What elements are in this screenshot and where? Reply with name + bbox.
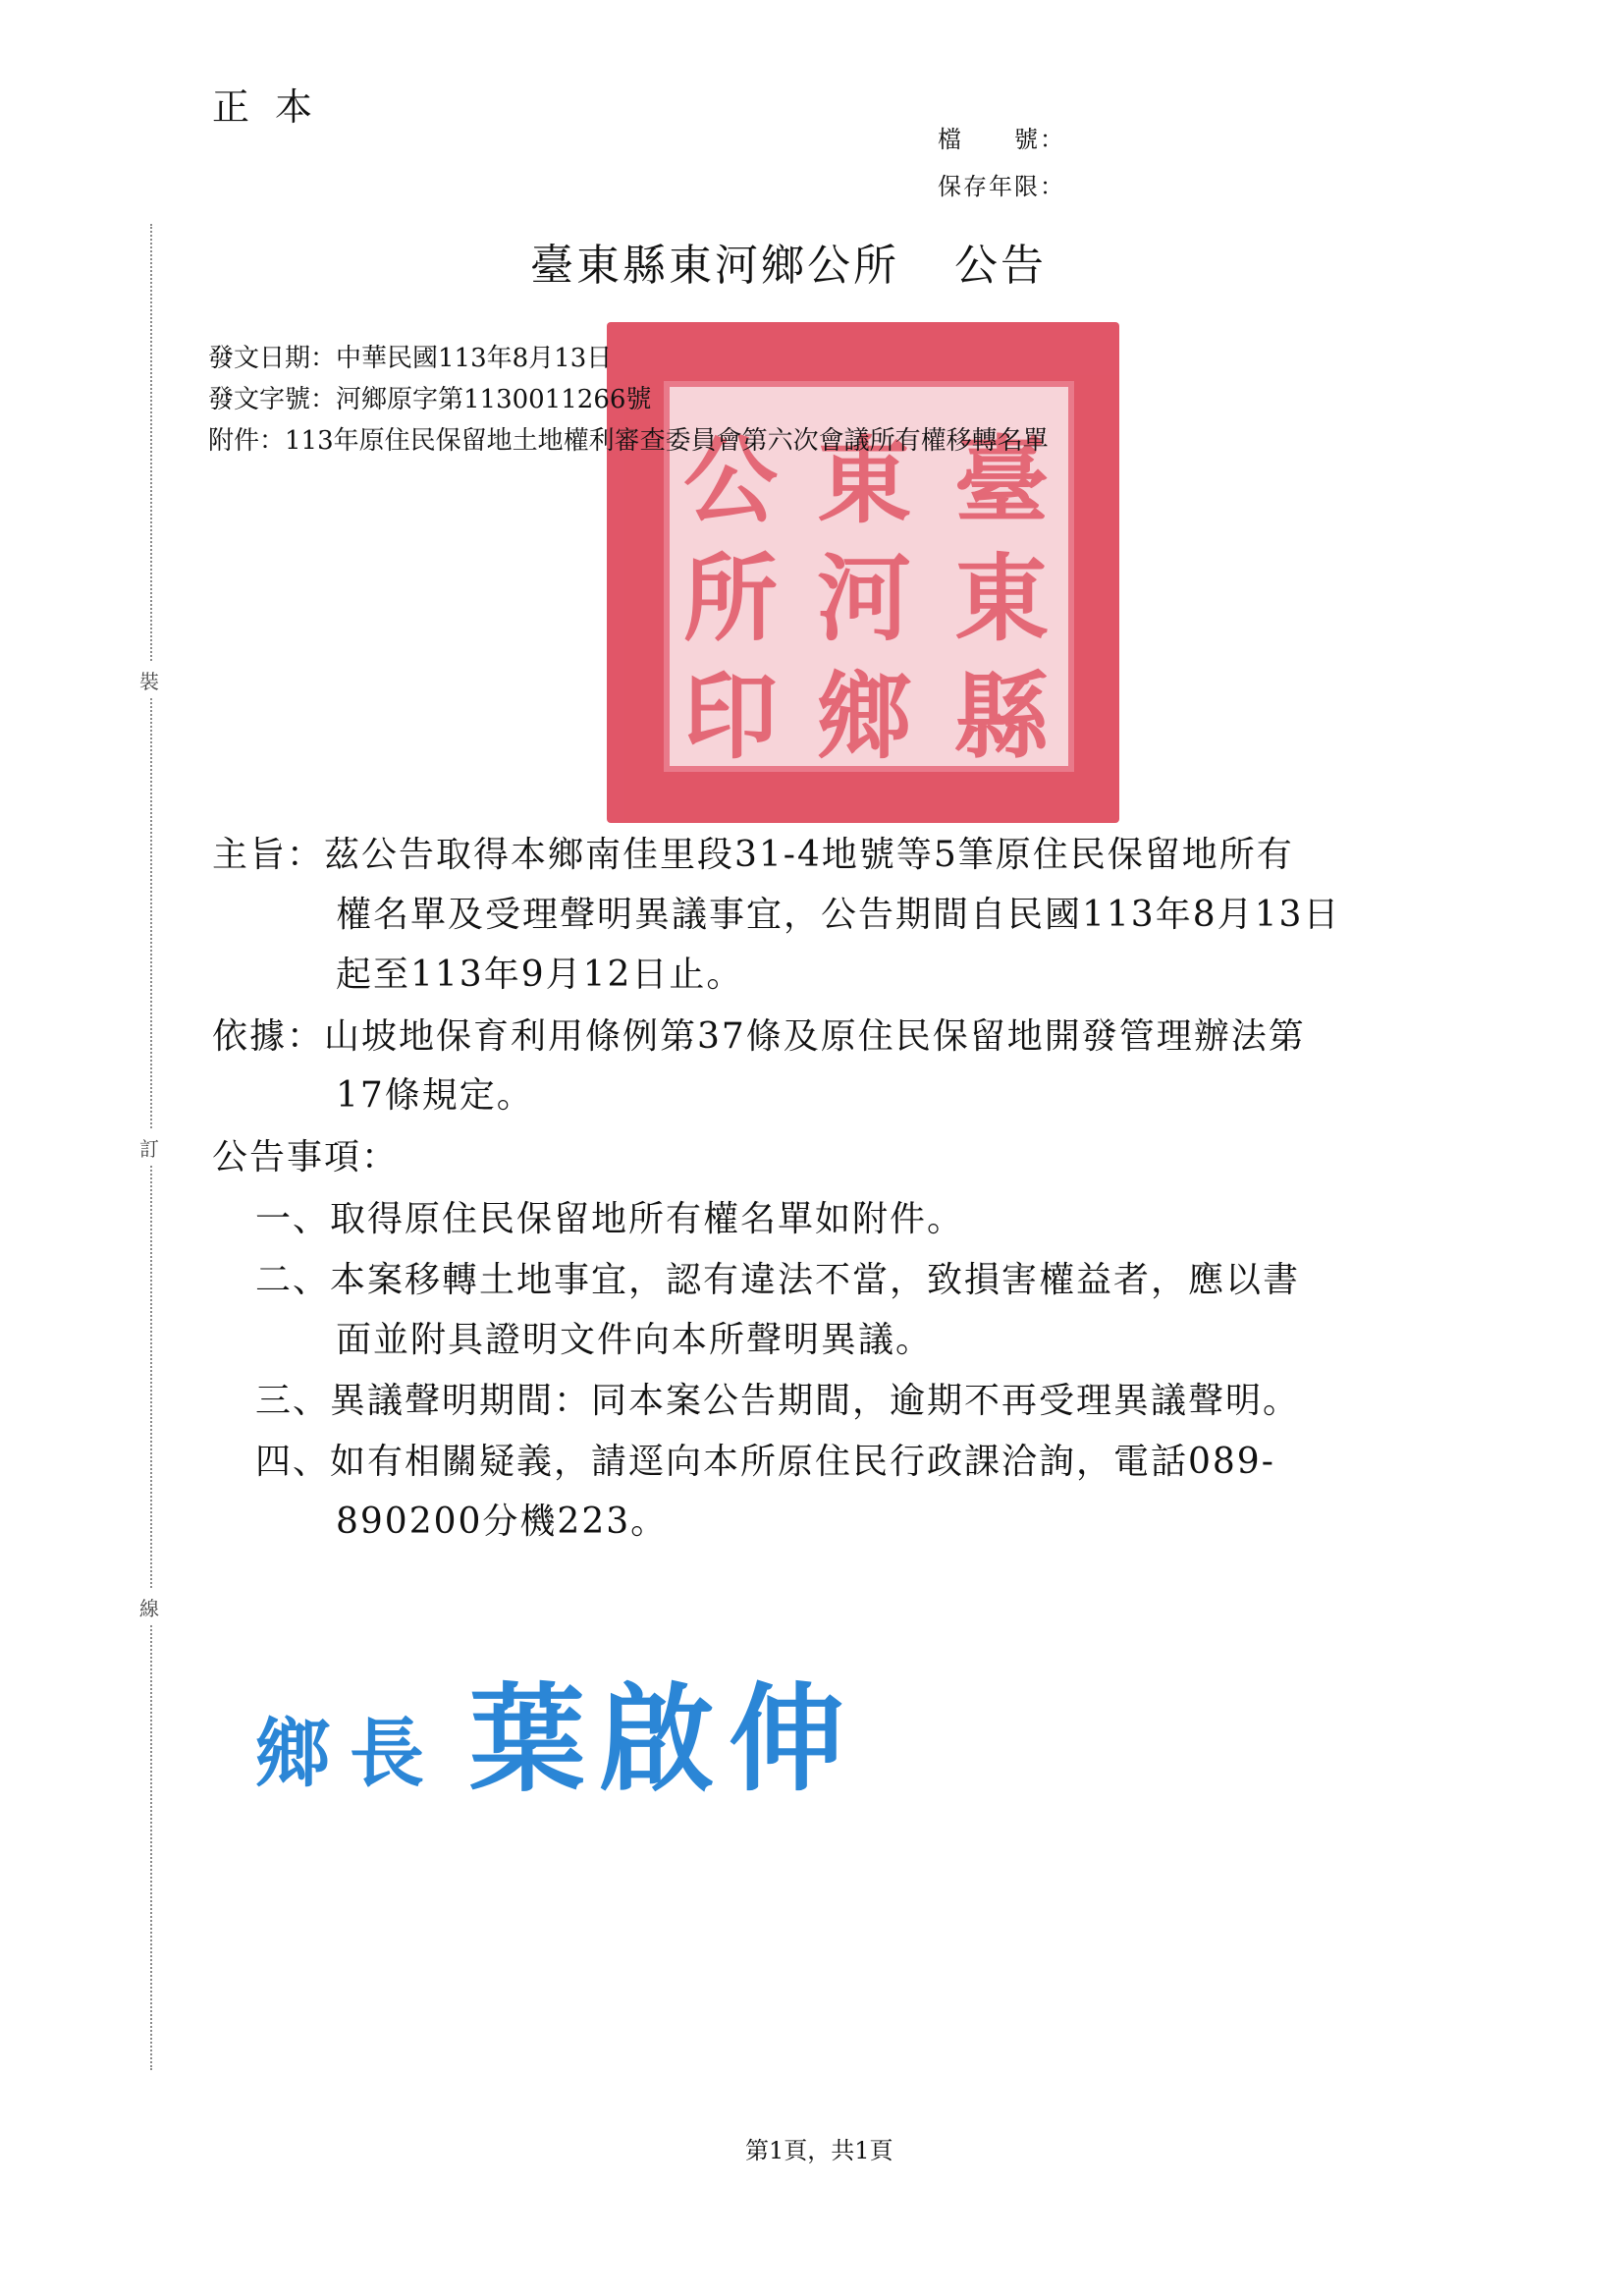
notice-item-3: 三、異議聲明期間：同本案公告期間，逾期不再受理異議聲明。 [255,1381,1301,1421]
seal-glyph: 公 [683,425,778,536]
document-kind: 公告 [954,241,1047,291]
notice-item-4-line-1: 四、如有相關疑義，請逕向本所原住民行政課洽詢，電話089- [255,1442,1275,1482]
seal-glyph: 鄉 [817,661,911,772]
signature-name: 葉啟伸 [469,1670,859,1807]
basis-line-2: 17條規定。 [336,1075,534,1116]
copy-label: 正本 [212,85,339,129]
notice-item-2-line-1: 二、本案移轉土地事宜，認有違法不當，致損害權益者，應以書 [255,1260,1301,1300]
seal-glyph: 所 [683,543,778,654]
binding-mark-xian: 線 [139,1589,159,1625]
document-title [530,230,1047,293]
issuer-name: 臺東縣東河鄉公所 [530,241,899,291]
subject-line-1: 主旨：茲公告取得本鄉南佳里段31-4地號等5筆原住民保留地所有 [212,835,1294,875]
subject-line-2: 權名單及受理聲明異議事宜，公告期間自民國113年8月13日 [336,895,1341,935]
seal-glyph: 縣 [954,661,1049,772]
notice-heading: 公告事項： [212,1137,400,1177]
retention-period-label: 保存年限： [938,173,1065,200]
seal-glyph: 印 [683,661,778,772]
page-number: 第1頁，共1頁 [745,2137,893,2164]
seal-glyph: 臺 [954,425,1049,536]
seal-glyph: 東 [954,543,1049,654]
binding-mark-zhuang: 裝 [139,662,159,698]
notice-item-2-line-2: 面並附具證明文件向本所聲明異議。 [336,1320,934,1360]
subject-line-3: 起至113年9月12日止。 [336,955,744,995]
issue-date: 發文日期：中華民國113年8月13日 [208,344,613,373]
official-red-seal [607,322,1119,823]
seal-glyph: 東 [817,425,911,536]
mayor-signature-stamp [255,1646,858,1813]
seal-glyph: 河 [817,543,911,654]
attachment-line: 附件：113年原住民保留地土地權利審查委員會第六次會議所有權移轉名單 [208,426,1049,456]
notice-item-1: 一、取得原住民保留地所有權名單如附件。 [255,1199,965,1239]
notice-item-4-line-2: 890200分機223。 [336,1502,669,1542]
binding-mark-ding: 訂 [139,1129,159,1166]
document-number: 發文字號：河鄉原字第1130011266號 [208,385,652,414]
archive-number-label: 檔 號： [938,126,1065,153]
basis-line-1: 依據：山坡地保育利用條例第37條及原住民保留地開發管理辦法第 [212,1016,1306,1057]
signature-title: 鄉長 [255,1710,444,1797]
